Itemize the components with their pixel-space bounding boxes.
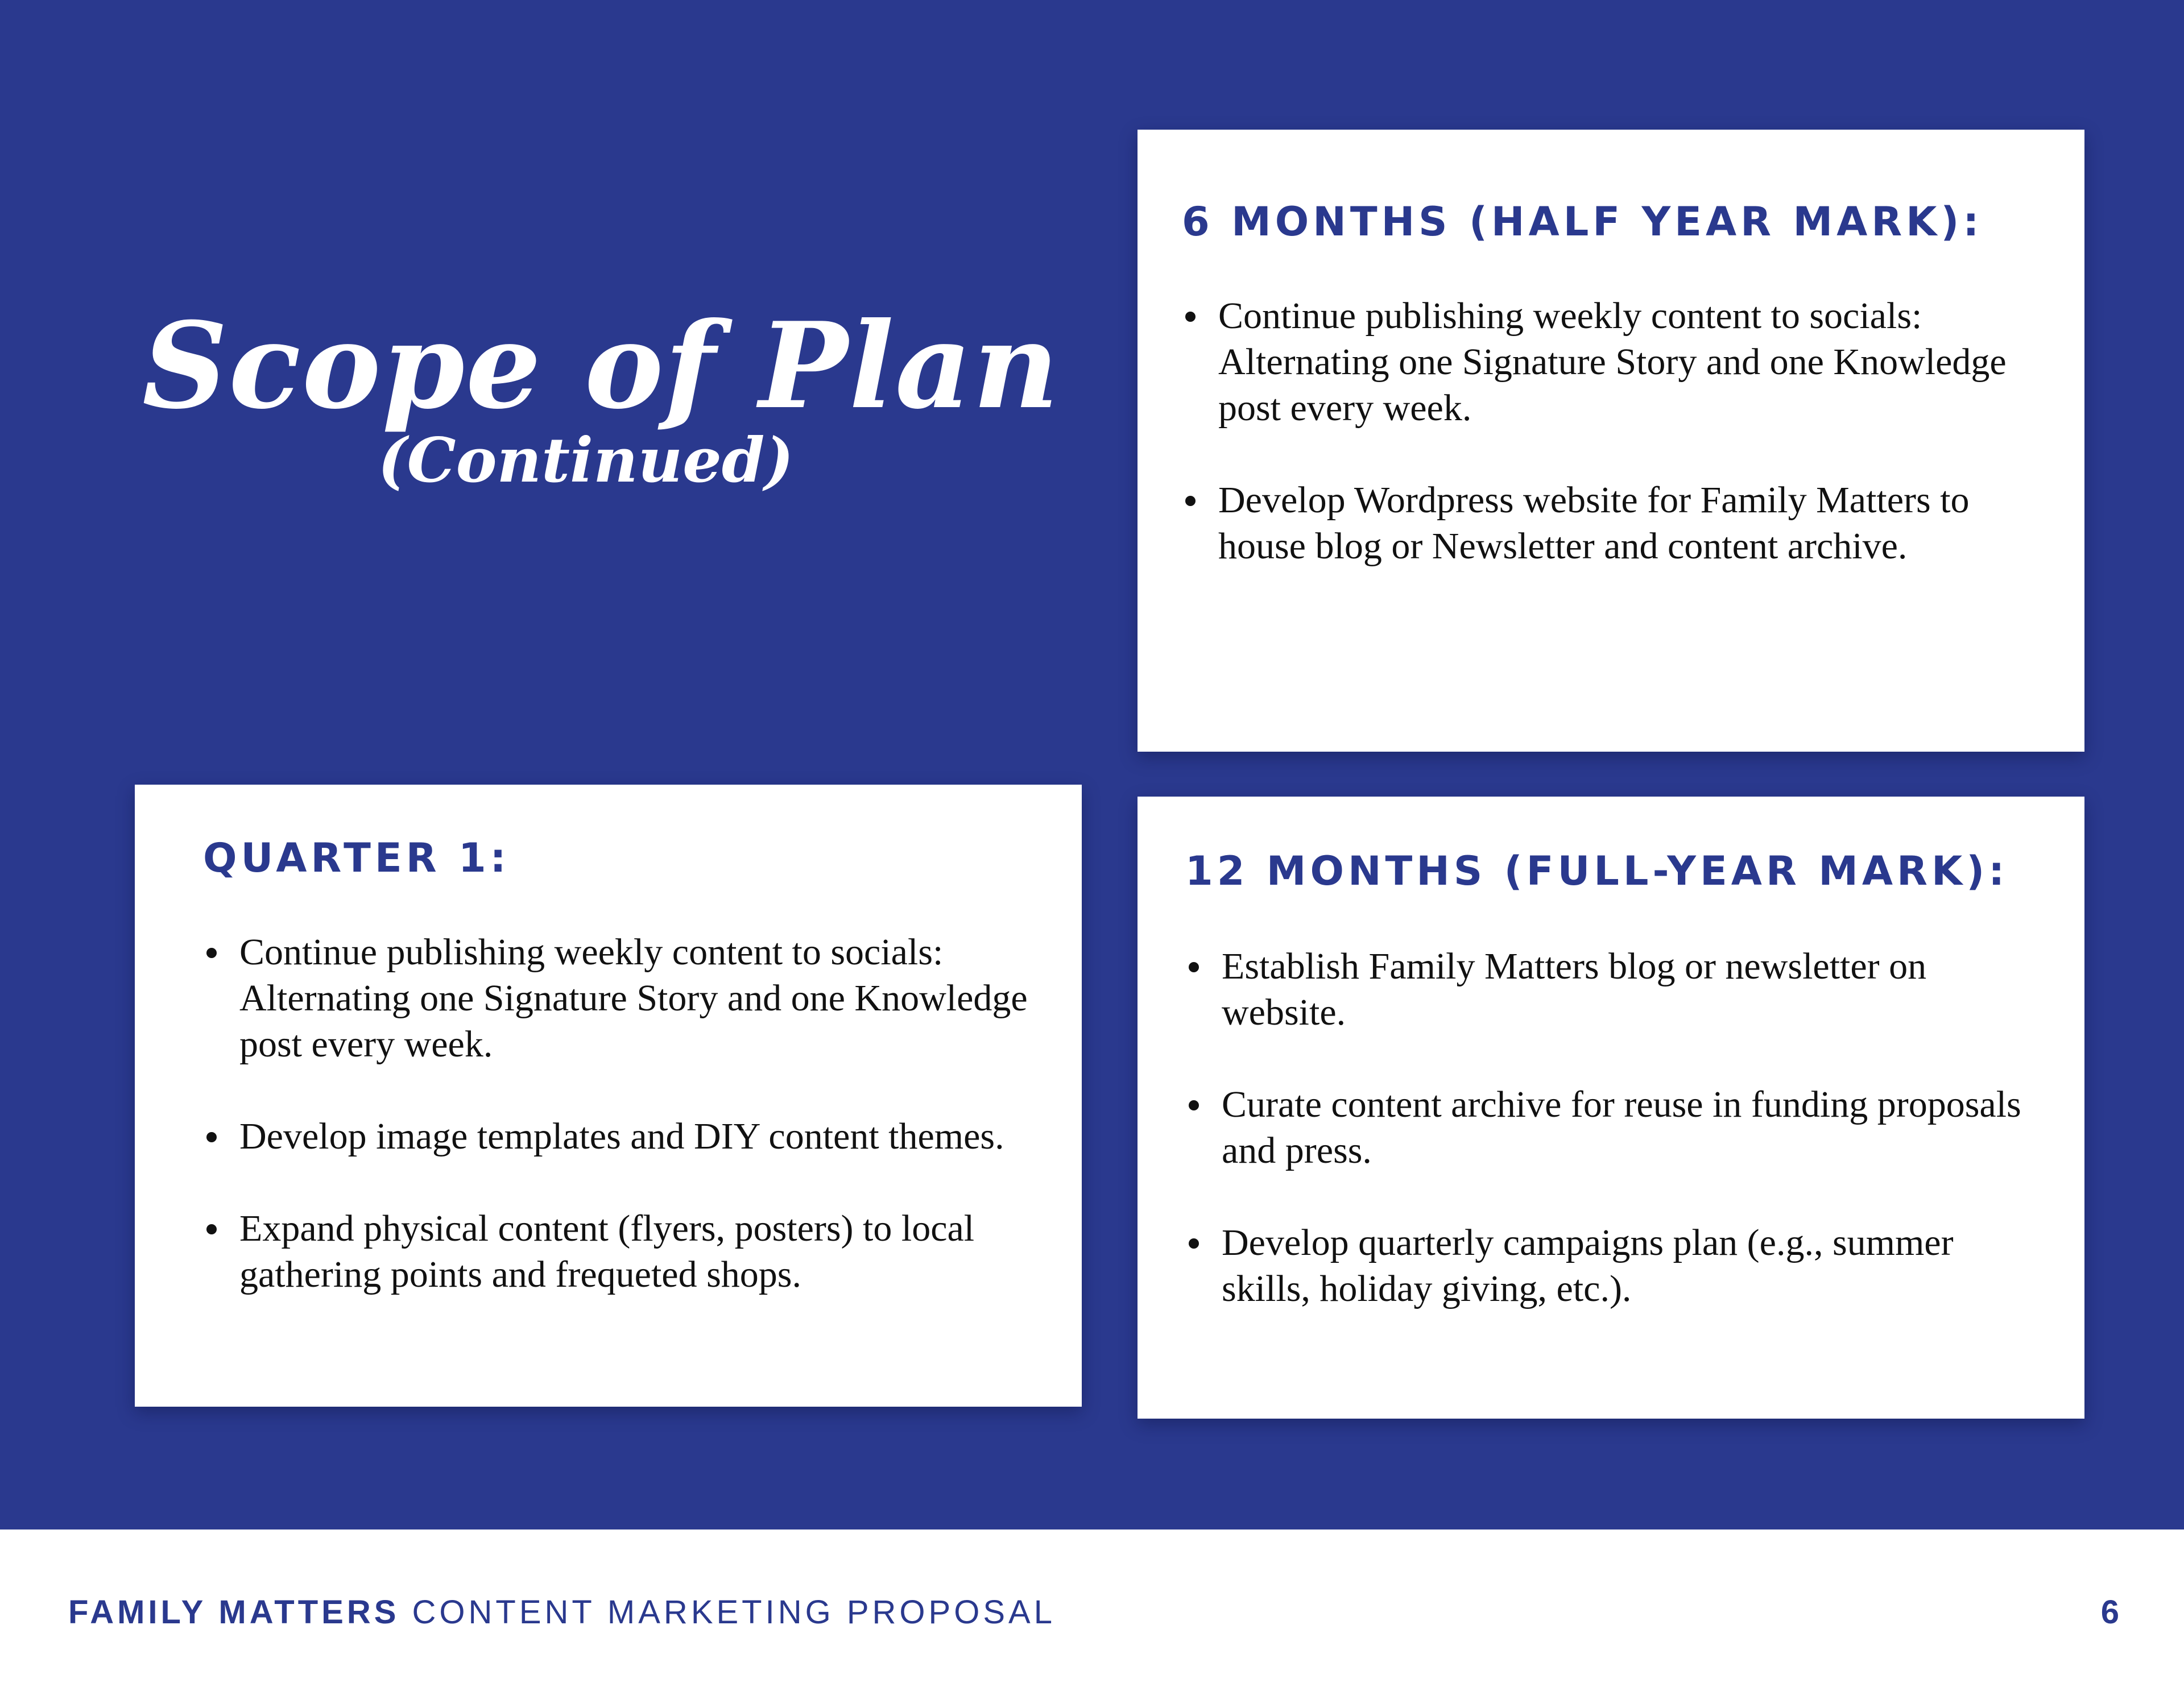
title-block: [142, 297, 1060, 496]
list-item: Continue publishing weekly content to socials: Alternating one Signature Story and one Knowledge post every week.: [203, 929, 1036, 1067]
list-item: Expand physical content (flyers, posters) to local gathering points and frequeted shops.: [203, 1205, 1036, 1298]
bullet-list-quarter-1: [203, 929, 1036, 1298]
bullet-list-six-months: [1182, 293, 2039, 569]
list-item: Develop quarterly campaigns plan (e.g., summer skills, holiday giving, etc.).: [1185, 1220, 2039, 1312]
footer-title: [68, 1593, 1056, 1631]
footer-brand: FAMILY MATTERS: [68, 1594, 400, 1631]
card-heading-quarter-1: QUARTER 1:: [203, 835, 510, 881]
bullet-icon: [1189, 962, 1199, 972]
card-quarter-1: [135, 785, 1082, 1407]
list-item: Develop Wordpress website for Family Matters to house blog or Newsletter and content archive.: [1182, 477, 2039, 569]
bullet-icon: [1185, 312, 1196, 322]
card-heading-six-months: 6 MONTHS (HALF YEAR MARK):: [1182, 198, 1983, 245]
bullet-icon: [1189, 1238, 1199, 1249]
footer-doc-title: CONTENT MARKETING PROPOSAL: [412, 1594, 1056, 1631]
bullet-icon: [206, 1132, 217, 1142]
page-number: 6: [2100, 1594, 2119, 1631]
page-title: Scope of Plan: [142, 297, 1060, 436]
list-item: Establish Family Matters blog or newsletter on website.: [1185, 943, 2039, 1035]
bullet-icon: [206, 1224, 217, 1234]
bullet-icon: [1189, 1100, 1199, 1110]
page-subtitle: (Continued): [378, 425, 794, 496]
list-item: Develop image templates and DIY content themes.: [203, 1113, 1036, 1159]
list-item: Continue publishing weekly content to socials: Alternating one Signature Story and one Knowledge post every week.: [1182, 293, 2039, 431]
card-twelve-months: [1138, 797, 2084, 1419]
bullet-icon: [206, 948, 217, 958]
list-item: Curate content archive for reuse in funding proposals and press.: [1185, 1081, 2039, 1174]
card-heading-twelve-months: 12 MONTHS (FULL-YEAR MARK):: [1185, 848, 2009, 894]
bullet-icon: [1185, 496, 1196, 506]
card-six-months: [1138, 130, 2084, 752]
bullet-list-twelve-months: [1185, 943, 2039, 1312]
